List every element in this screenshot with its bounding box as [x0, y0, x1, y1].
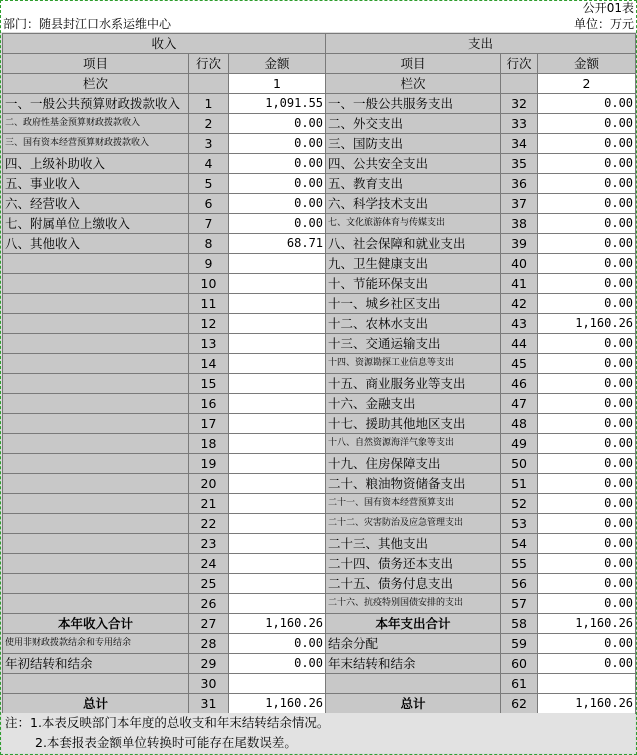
expense-item: 十七、援助其他地区支出: [326, 414, 501, 434]
income-item: [3, 594, 189, 614]
income-amount: [229, 394, 326, 414]
income-item: [3, 554, 189, 574]
expense-amount: 0.00: [538, 594, 636, 614]
expense-row-no: 57: [501, 594, 538, 614]
income-row-no: 26: [189, 594, 229, 614]
expense-total-amount: 0.00: [538, 634, 636, 654]
table-row: [3, 94, 636, 114]
table-row: [3, 134, 636, 154]
expense-amount: 0.00: [538, 394, 636, 414]
expense-item: 二十四、债务还本支出: [326, 554, 501, 574]
table-row: [3, 294, 636, 314]
expense-row-no: 51: [501, 474, 538, 494]
expense-item: 八、社会保障和就业支出: [326, 234, 501, 254]
income-row-no: 24: [189, 554, 229, 574]
table-row: [3, 194, 636, 214]
department-label: 部门：随县封江口水系运维中心: [3, 17, 172, 31]
table-row: [3, 394, 636, 414]
table-body: [3, 34, 636, 714]
income-item: 七、附属单位上缴收入: [3, 214, 189, 234]
expense-item: 四、公共安全支出: [326, 154, 501, 174]
expense-item: 二十、粮油物资储备支出: [326, 474, 501, 494]
income-row-no: 15: [189, 374, 229, 394]
income-row-no: 2: [189, 114, 229, 134]
table-row: [3, 334, 636, 354]
report-header-line: [0, 16, 637, 32]
expense-row-no: 32: [501, 94, 538, 114]
table-row: [3, 454, 636, 474]
expense-amount: 0.00: [538, 414, 636, 434]
expense-item: 七、文化旅游体育与传媒支出: [326, 214, 501, 234]
income-row-no: 1: [189, 94, 229, 114]
income-row-no: 10: [189, 274, 229, 294]
total-row: [3, 654, 636, 674]
expense-amount: 0.00: [538, 214, 636, 234]
expense-item: 九、卫生健康支出: [326, 254, 501, 274]
expense-row-no: 52: [501, 494, 538, 514]
table-row: [3, 174, 636, 194]
expense-item: 五、教育支出: [326, 174, 501, 194]
table-row: [3, 554, 636, 574]
income-total-amount: 1,160.26: [229, 694, 326, 714]
income-item: [3, 514, 189, 534]
expense-total-row-no: 61: [501, 674, 538, 694]
income-amount: [229, 534, 326, 554]
expense-total-amount: [538, 674, 636, 694]
income-amount: [229, 274, 326, 294]
income-column-label: 栏次: [3, 74, 189, 94]
income-row-no: 8: [189, 234, 229, 254]
expense-total-row-no: 62: [501, 694, 538, 714]
income-item: 五、事业收入: [3, 174, 189, 194]
table-row: [3, 534, 636, 554]
expense-item: 二十六、抗疫特别国债安排的支出: [326, 594, 501, 614]
expense-row-no: 49: [501, 434, 538, 454]
income-item: [3, 294, 189, 314]
table-row: [3, 254, 636, 274]
expense-row-no: 55: [501, 554, 538, 574]
expense-total-amount: 1,160.26: [538, 694, 636, 714]
expense-row-no: 46: [501, 374, 538, 394]
expense-amount: 0.00: [538, 94, 636, 114]
expense-row-no: 42: [501, 294, 538, 314]
expense-row-no: 53: [501, 514, 538, 534]
note-2: 2.本套报表金额单位转换时可能存在尾数误差。: [35, 735, 297, 750]
expense-amount: 0.00: [538, 334, 636, 354]
income-item: [3, 254, 189, 274]
expense-item: 十九、住房保障支出: [326, 454, 501, 474]
expense-amount: 0.00: [538, 134, 636, 154]
table-row: [3, 274, 636, 294]
expense-amount: 0.00: [538, 194, 636, 214]
income-row-no: 9: [189, 254, 229, 274]
income-amount: [229, 314, 326, 334]
income-amount: [229, 354, 326, 374]
expense-row-no: 41: [501, 274, 538, 294]
form-code: 公开01表: [0, 0, 637, 16]
income-row-no: 21: [189, 494, 229, 514]
expense-row-no: 35: [501, 154, 538, 174]
expense-row-no: 36: [501, 174, 538, 194]
income-row-no: 22: [189, 514, 229, 534]
income-total-row-no: 31: [189, 694, 229, 714]
income-amount-header: 金额: [229, 54, 326, 74]
income-item: [3, 334, 189, 354]
expense-amount: 0.00: [538, 434, 636, 454]
expense-total-row-no: 59: [501, 634, 538, 654]
expense-amount: 0.00: [538, 234, 636, 254]
income-total-amount: 0.00: [229, 634, 326, 654]
expense-amount: 0.00: [538, 114, 636, 134]
table-row: [3, 154, 636, 174]
expense-item: 十四、资源勘探工业信息等支出: [326, 354, 501, 374]
income-amount: [229, 414, 326, 434]
income-row-no: 7: [189, 214, 229, 234]
income-amount: 0.00: [229, 114, 326, 134]
expense-total-item: 本年支出合计: [326, 614, 501, 634]
table-row: [3, 234, 636, 254]
income-amount: [229, 374, 326, 394]
expense-item: 十八、自然资源海洋气象等支出: [326, 434, 501, 454]
income-amount: 1,091.55: [229, 94, 326, 114]
income-item: [3, 414, 189, 434]
expense-row-no: 33: [501, 114, 538, 134]
income-row-no: 11: [189, 294, 229, 314]
table-row: [3, 434, 636, 454]
total-row: [3, 634, 636, 654]
income-item: [3, 474, 189, 494]
expense-row-no: 54: [501, 534, 538, 554]
expense-amount: 0.00: [538, 574, 636, 594]
income-item: 四、上级补助收入: [3, 154, 189, 174]
expense-item: 二十五、债务付息支出: [326, 574, 501, 594]
expense-header: 支出: [326, 34, 636, 54]
income-row-no: 4: [189, 154, 229, 174]
income-total-amount: 1,160.26: [229, 614, 326, 634]
income-item: [3, 394, 189, 414]
expense-row-no: 34: [501, 134, 538, 154]
income-total-item: 总计: [3, 694, 189, 714]
income-amount: [229, 254, 326, 274]
income-row-no: 3: [189, 134, 229, 154]
expense-item: 十二、农林水支出: [326, 314, 501, 334]
expense-row-no: 48: [501, 414, 538, 434]
income-header: 收入: [3, 34, 326, 54]
income-row-no: 19: [189, 454, 229, 474]
total-row: [3, 614, 636, 634]
table-row: [3, 494, 636, 514]
income-row-no: 16: [189, 394, 229, 414]
expense-total-amount: 0.00: [538, 654, 636, 674]
table-row: [3, 574, 636, 594]
unit-label: 单位：万元: [573, 17, 634, 31]
income-row-no: 5: [189, 174, 229, 194]
income-row-no: 20: [189, 474, 229, 494]
expense-amount: 0.00: [538, 534, 636, 554]
expense-item: 二、外交支出: [326, 114, 501, 134]
table-row: [3, 114, 636, 134]
income-amount: [229, 334, 326, 354]
income-row-no: 14: [189, 354, 229, 374]
expense-column-label: 栏次: [326, 74, 501, 94]
income-amount: 0.00: [229, 194, 326, 214]
expense-rowno-header: 行次: [501, 54, 538, 74]
table-row: [3, 594, 636, 614]
income-item: 八、其他收入: [3, 234, 189, 254]
expense-amount: 0.00: [538, 174, 636, 194]
expense-item: 十六、金融支出: [326, 394, 501, 414]
expense-total-item: 结余分配: [326, 634, 501, 654]
expense-amount: 0.00: [538, 454, 636, 474]
expense-item: 二十三、其他支出: [326, 534, 501, 554]
income-total-row-no: 27: [189, 614, 229, 634]
table-row: [3, 354, 636, 374]
income-rowno-header: 行次: [189, 54, 229, 74]
expense-row-no: 40: [501, 254, 538, 274]
expense-amount: 0.00: [538, 514, 636, 534]
expense-item: 二十二、灾害防治及应急管理支出: [326, 514, 501, 534]
income-total-item: 本年收入合计: [3, 614, 189, 634]
income-amount: [229, 474, 326, 494]
income-total-item: 年初结转和结余: [3, 654, 189, 674]
income-item: [3, 454, 189, 474]
income-item: [3, 534, 189, 554]
expense-item: 二十一、国有资本经营预算支出: [326, 494, 501, 514]
expense-row-no: 56: [501, 574, 538, 594]
income-item: [3, 434, 189, 454]
income-amount: [229, 494, 326, 514]
expense-row-no: 37: [501, 194, 538, 214]
expense-row-no: 50: [501, 454, 538, 474]
income-item: [3, 354, 189, 374]
income-total-amount: [229, 674, 326, 694]
income-amount: [229, 454, 326, 474]
income-amount: [229, 594, 326, 614]
expense-row-no: 45: [501, 354, 538, 374]
expense-total-item: [326, 674, 501, 694]
income-amount: [229, 294, 326, 314]
expense-column-index: 2: [538, 74, 636, 94]
income-total-row-no: 28: [189, 634, 229, 654]
income-item: [3, 274, 189, 294]
expense-total-item: 年末结转和结余: [326, 654, 501, 674]
income-item: 一、一般公共预算财政拨款收入: [3, 94, 189, 114]
expense-amount: 0.00: [538, 254, 636, 274]
expense-amount: 0.00: [538, 474, 636, 494]
expense-item: 三、国防支出: [326, 134, 501, 154]
income-item: 二、政府性基金预算财政拨款收入: [3, 114, 189, 134]
income-item: [3, 494, 189, 514]
income-amount: 0.00: [229, 174, 326, 194]
income-row-no: 18: [189, 434, 229, 454]
income-total-item: 使用非财政拨款结余和专用结余: [3, 634, 189, 654]
income-row-no: 6: [189, 194, 229, 214]
expense-row-no: 38: [501, 214, 538, 234]
income-total-row-no: 29: [189, 654, 229, 674]
table-row: [3, 414, 636, 434]
expense-amount: 0.00: [538, 294, 636, 314]
expense-column-blank: [501, 74, 538, 94]
income-amount: [229, 574, 326, 594]
income-total-item: [3, 674, 189, 694]
expense-total-amount: 1,160.26: [538, 614, 636, 634]
expense-item-header: 项目: [326, 54, 501, 74]
income-amount: [229, 514, 326, 534]
expense-total-item: 总计: [326, 694, 501, 714]
expense-amount: 0.00: [538, 354, 636, 374]
expense-total-row-no: 60: [501, 654, 538, 674]
income-column-blank: [189, 74, 229, 94]
expense-row-no: 44: [501, 334, 538, 354]
expense-amount: 0.00: [538, 154, 636, 174]
table-row: [3, 214, 636, 234]
expense-row-no: 43: [501, 314, 538, 334]
expense-item: 十、节能环保支出: [326, 274, 501, 294]
expense-amount: 0.00: [538, 554, 636, 574]
income-amount: [229, 434, 326, 454]
expense-row-no: 47: [501, 394, 538, 414]
income-item: [3, 574, 189, 594]
expense-item: 十三、交通运输支出: [326, 334, 501, 354]
notes: [2, 713, 635, 753]
income-item: [3, 374, 189, 394]
note-1: 注：1.本表反映部门本年度的总收支和年末结转结余情况。: [5, 715, 330, 730]
income-amount: 0.00: [229, 154, 326, 174]
income-total-row-no: 30: [189, 674, 229, 694]
expense-amount: 0.00: [538, 494, 636, 514]
column-index-row: [3, 74, 636, 94]
total-row: [3, 694, 636, 714]
expense-row-no: 39: [501, 234, 538, 254]
income-amount: [229, 554, 326, 574]
income-row-no: 23: [189, 534, 229, 554]
expense-item: 六、科学技术支出: [326, 194, 501, 214]
income-amount: 0.00: [229, 214, 326, 234]
income-amount: 68.71: [229, 234, 326, 254]
expense-total-row-no: 58: [501, 614, 538, 634]
table-row: [3, 474, 636, 494]
income-item: [3, 314, 189, 334]
table-row: [3, 314, 636, 334]
expense-amount: 1,160.26: [538, 314, 636, 334]
income-amount: 0.00: [229, 134, 326, 154]
income-item-header: 项目: [3, 54, 189, 74]
expense-item: 十一、城乡社区支出: [326, 294, 501, 314]
income-item: 三、国有资本经营预算财政拨款收入: [3, 134, 189, 154]
income-total-amount: 0.00: [229, 654, 326, 674]
expense-item: 十五、商业服务业等支出: [326, 374, 501, 394]
income-row-no: 25: [189, 574, 229, 594]
table-row: [3, 514, 636, 534]
expense-item: 一、一般公共服务支出: [326, 94, 501, 114]
column-header-row: [3, 54, 636, 74]
income-expense-table: [2, 33, 636, 714]
income-row-no: 17: [189, 414, 229, 434]
income-row-no: 12: [189, 314, 229, 334]
income-item: 六、经营收入: [3, 194, 189, 214]
expense-amount: 0.00: [538, 274, 636, 294]
table-row: [3, 374, 636, 394]
section-header-row: [3, 34, 636, 54]
expense-amount-header: 金额: [538, 54, 636, 74]
total-row: [3, 674, 636, 694]
income-row-no: 13: [189, 334, 229, 354]
expense-amount: 0.00: [538, 374, 636, 394]
income-column-index: 1: [229, 74, 326, 94]
